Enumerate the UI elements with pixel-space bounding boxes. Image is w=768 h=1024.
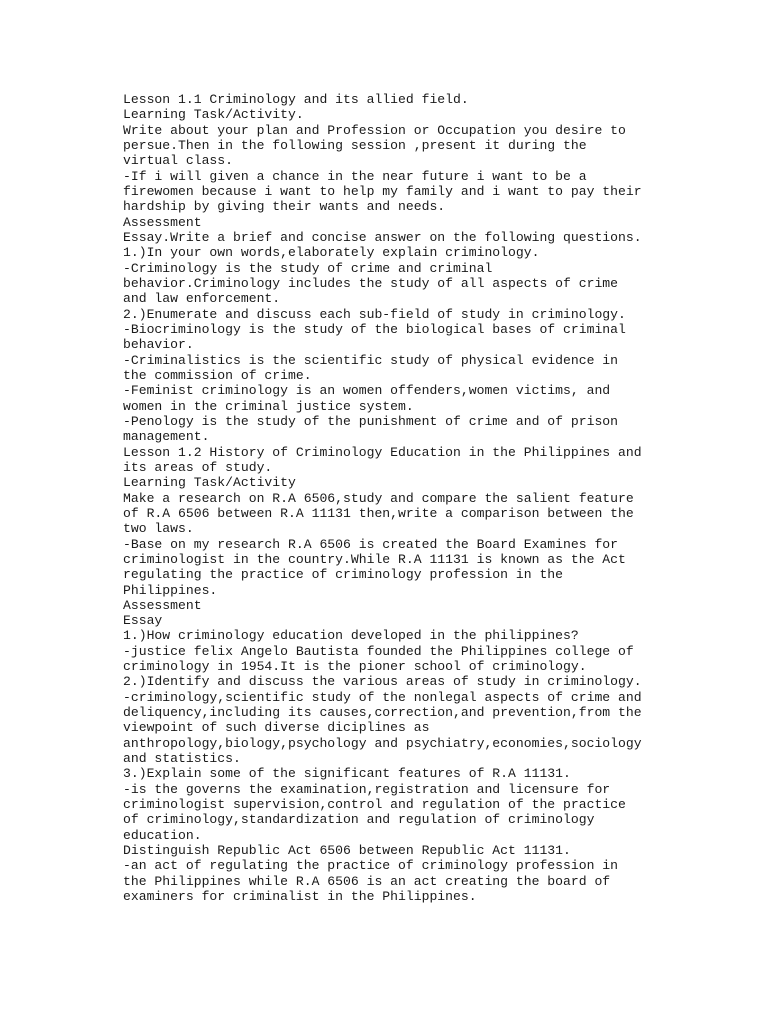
text-line: criminology in 1954.It is the pioner school of criminology. [123, 659, 587, 675]
text-line: 2.)Enumerate and discuss each sub-field of study in criminology. [123, 306, 626, 322]
document-body [123, 92, 663, 904]
text-line: and statistics. [123, 751, 241, 767]
text-line: Essay.Write a brief and concise answer on the following questions. [123, 229, 642, 245]
text-line: and law enforcement. [123, 291, 281, 307]
text-line: 2.)Identify and discuss the various areas of study in criminology. [123, 674, 642, 690]
text-line: anthropology,biology,psychology and psychiatry,economies,sociology [123, 735, 642, 751]
text-line: Learning Task/Activity. [123, 107, 304, 123]
text-line: firewomen because i want to help my family and i want to pay their [123, 183, 642, 199]
text-line: -justice felix Angelo Bautista founded the Philippines college of [123, 643, 634, 659]
text-line: criminologist in the country.While R.A 11131 is known as the Act [123, 551, 626, 567]
text-line: -Feminist criminology is an women offenders,women victims, and [123, 383, 611, 399]
text-line: Make a research on R.A 6506,study and compare the salient feature [123, 490, 634, 506]
text-line: virtual class. [123, 153, 234, 169]
text-line: -Criminology is the study of crime and criminal [123, 260, 493, 276]
text-line: -Biocriminology is the study of the biological bases of criminal [123, 321, 626, 337]
text-line: 3.)Explain some of the significant features of R.A 11131. [123, 766, 571, 782]
text-line: deliquency,including its causes,correction,and prevention,from the [123, 705, 642, 721]
text-line: -Penology is the study of the punishment of crime and of prison [123, 413, 619, 429]
text-line: Learning Task/Activity [123, 475, 296, 491]
text-line: women in the criminal justice system. [123, 398, 414, 414]
text-line: viewpoint of such diverse diciplines as [123, 720, 430, 736]
text-line: Distinguish Republic Act 6506 between Republic Act 11131. [123, 843, 571, 859]
text-line: -Base on my research R.A 6506 is created the Board Examines for [123, 536, 619, 552]
text-line: of R.A 6506 between R.A 11131 then,write a comparison between the [123, 505, 634, 521]
text-line: -is the governs the examination,registration and licensure for [123, 781, 611, 797]
text-line: behavior.Criminology includes the study of all aspects of crime [123, 275, 619, 291]
text-line: -an act of regulating the practice of criminology profession in [123, 858, 619, 874]
text-line: Write about your plan and Profession or Occupation you desire to [123, 122, 626, 138]
text-line: two laws. [123, 521, 194, 537]
text-line: -Criminalistics is the scientific study of physical evidence in [123, 352, 619, 368]
text-line: education. [123, 827, 202, 843]
text-line: Philippines. [123, 582, 218, 598]
text-line: 1.)In your own words,elaborately explain criminology. [123, 245, 540, 261]
text-line: the Philippines while R.A 6506 is an act creating the board of [123, 873, 611, 889]
text-line: persue.Then in the following session ,present it during the [123, 137, 587, 153]
text-line: criminologist supervision,control and regulation of the practice [123, 797, 626, 813]
text-line: Lesson 1.1 Criminology and its allied field. [123, 92, 469, 107]
text-line: Essay [123, 613, 163, 629]
text-line: of criminology,standardization and regulation of criminology [123, 812, 595, 828]
text-line: -criminology,scientific study of the nonlegal aspects of crime and [123, 689, 642, 705]
text-line: its areas of study. [123, 459, 273, 475]
text-line: 1.)How criminology education developed in the philippines? [123, 628, 579, 644]
text-line: Assessment [123, 214, 202, 230]
text-line: Assessment [123, 597, 202, 613]
text-line: regulating the practice of criminology profession in the [123, 567, 564, 583]
text-line: the commission of crime. [123, 367, 312, 383]
text-line: examiners for criminalist in the Philippines. [123, 889, 477, 905]
text-line: hardship by giving their wants and needs. [123, 199, 446, 215]
text-line: management. [123, 429, 210, 445]
text-line: behavior. [123, 337, 194, 353]
text-line: Lesson 1.2 History of Criminology Education in the Philippines and [123, 444, 642, 460]
text-line: -If i will given a chance in the near future i want to be a [123, 168, 587, 184]
